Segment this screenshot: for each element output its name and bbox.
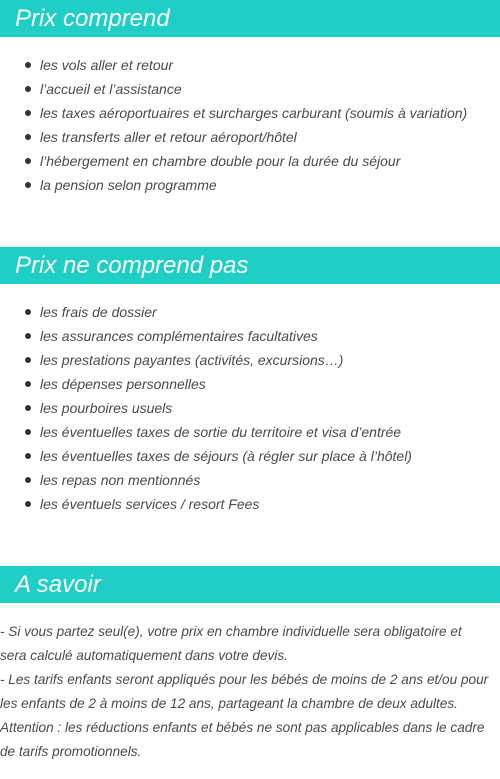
list-item-text: les frais de dossier <box>40 304 157 320</box>
list-item <box>0 324 500 348</box>
list-item <box>0 348 500 372</box>
list-item <box>0 125 500 149</box>
info-line: de tarifs promotionnels. <box>0 744 142 759</box>
section-title-prix-comprend: Prix comprend <box>0 0 500 37</box>
list-item <box>0 77 500 101</box>
bullet-icon <box>25 158 31 164</box>
section-title-a-savoir: A savoir <box>0 566 500 603</box>
list-item-text: l’accueil et l’assistance <box>40 81 182 97</box>
bullet-icon <box>25 182 31 188</box>
list-item-text: les éventuels services / resort Fees <box>40 496 260 512</box>
info-text-block <box>0 620 500 764</box>
bullet-icon <box>25 429 31 435</box>
list-item-text: les dépenses personnelles <box>40 376 206 392</box>
info-line: sera calculé automatiquement dans votre devis. <box>0 648 288 663</box>
list-item-text: l’hébergement en chambre double pour la durée du séjour <box>40 153 401 169</box>
info-line: Attention : les réductions enfants et bébés ne sont pas applicables dans le cadre <box>0 720 485 735</box>
list-item <box>0 396 500 420</box>
list-item <box>0 372 500 396</box>
list-item <box>0 173 500 197</box>
list-item <box>0 492 500 516</box>
info-line: - Les tarifs enfants seront appliqués pour les bébés de moins de 2 ans et/ou pour <box>0 672 489 687</box>
list-item-text: les transferts aller et retour aéroport/hôtel <box>40 129 297 145</box>
section-title-prix-ne-comprend-pas: Prix ne comprend pas <box>0 247 500 284</box>
list-item-text: les taxes aéroportuaires et surcharges carburant (soumis à variation) <box>40 105 468 121</box>
list-item-text: les vols aller et retour <box>40 57 174 73</box>
info-line: - Si vous partez seul(e), votre prix en chambre individuelle sera obligatoire et <box>0 624 462 639</box>
list-item <box>0 53 500 77</box>
bullet-icon <box>25 309 31 315</box>
excludes-list <box>0 300 500 516</box>
list-item-text: la pension selon programme <box>40 177 217 193</box>
list-item-text: les assurances complémentaires facultatives <box>40 328 318 344</box>
info-line: les enfants de 2 à moins de 12 ans, partageant la chambre de deux adultes. <box>0 696 458 711</box>
bullet-icon <box>25 381 31 387</box>
list-item <box>0 420 500 444</box>
list-item-text: les pourboires usuels <box>40 400 173 416</box>
list-item <box>0 468 500 492</box>
bullet-icon <box>25 477 31 483</box>
bullet-icon <box>25 62 31 68</box>
list-item-text: les éventuelles taxes de sortie du territoire et visa d’entrée <box>40 424 402 440</box>
bullet-icon <box>25 86 31 92</box>
bullet-icon <box>25 453 31 459</box>
bullet-icon <box>25 405 31 411</box>
list-item-text: les prestations payantes (activités, excursions…) <box>40 352 344 368</box>
includes-list <box>0 53 500 197</box>
list-item <box>0 101 500 125</box>
list-item <box>0 444 500 468</box>
bullet-icon <box>25 110 31 116</box>
list-item-text: les éventuelles taxes de séjours (à régler sur place à l’hôtel) <box>40 448 412 464</box>
bullet-icon <box>25 357 31 363</box>
bullet-icon <box>25 134 31 140</box>
bullet-icon <box>25 333 31 339</box>
list-item-text: les repas non mentionnés <box>40 472 201 488</box>
list-item <box>0 300 500 324</box>
bullet-icon <box>25 501 31 507</box>
list-item <box>0 149 500 173</box>
